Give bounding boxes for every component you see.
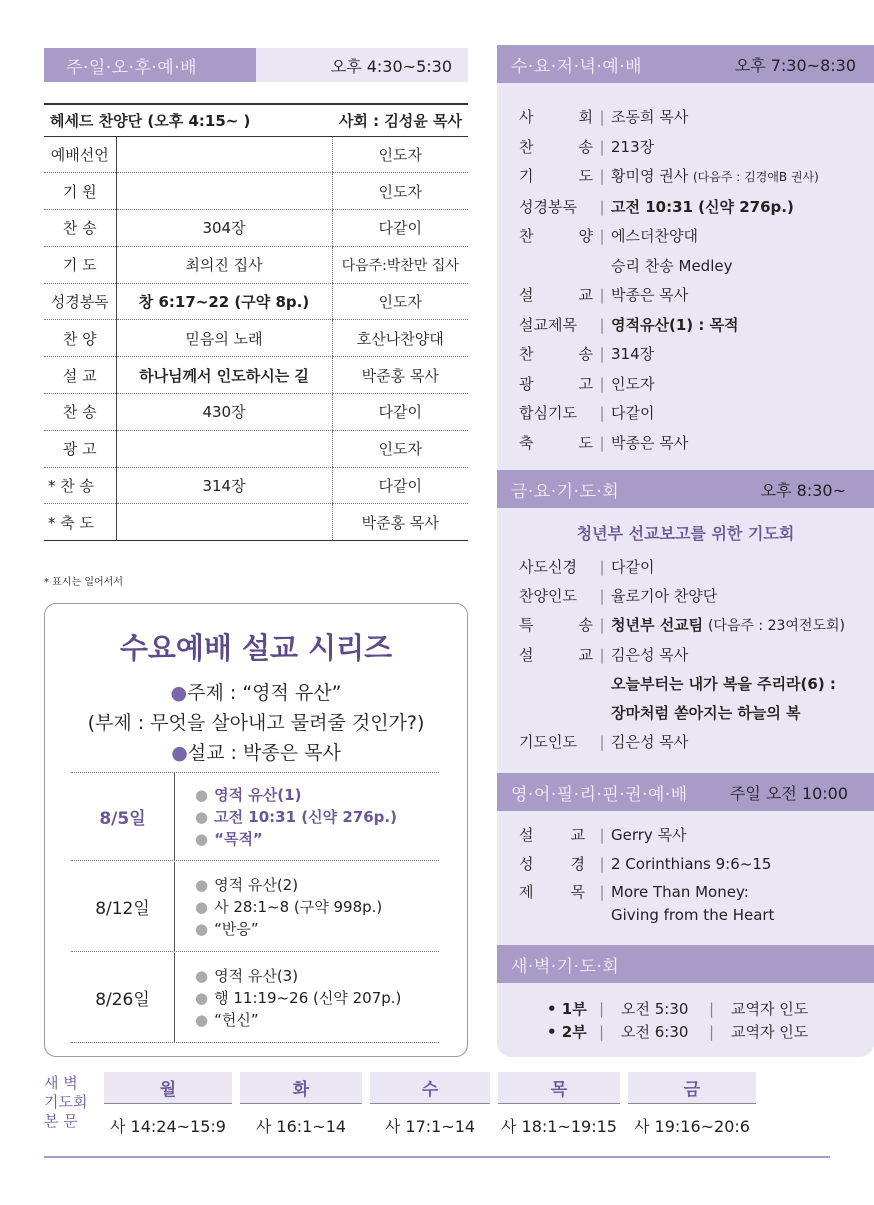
row-content: [116, 504, 332, 541]
row-person: 인도자: [332, 430, 468, 467]
right-panel: [497, 45, 874, 1057]
row-label: * 축 도: [44, 504, 116, 541]
row-person: 박준홍 목사: [332, 357, 468, 394]
row-person: 박준홍 목사: [332, 504, 468, 541]
row-person: 호산나찬양대: [332, 320, 468, 357]
row-content: 314장: [116, 467, 332, 504]
english-service-title: 영·어·필·리·핀·권·예·배: [511, 784, 688, 805]
series-date: 8/26일: [71, 953, 175, 1042]
standing-note: * 표시는 일어서서: [44, 577, 123, 588]
list-item: 사 회 | 조동희 목사: [519, 108, 689, 126]
list-item: ● “헌신”: [195, 1010, 259, 1029]
sunday-service-time: 오후 4:30~5:30: [330, 56, 452, 76]
list-item: 특 송 | 청년부 선교팀 (다음주 : 23여전도회): [519, 616, 845, 634]
row-person: 인도자: [332, 173, 468, 210]
table-row: [44, 504, 468, 541]
table-row: [44, 357, 468, 394]
english-order-list: [519, 821, 869, 927]
sunday-service-header: [44, 48, 468, 82]
english-service-header: [497, 773, 874, 811]
friday-prayer-time: 오후 8:30~: [760, 480, 846, 500]
row-label: 찬 송: [44, 394, 116, 431]
row-content: 304장: [116, 210, 332, 247]
list-item: 설교제목 | 영적유산(1) : 목적: [519, 315, 739, 334]
list-item: 설 교 | 김은성 목사 오늘부터는 내가 복을 주리라(6) : 장마처럼 쏟아지는 하늘의 복: [519, 646, 836, 722]
row-content: [116, 173, 332, 210]
bottom-divider: [44, 1156, 830, 1158]
day-label: 월: [104, 1072, 232, 1104]
table-row: [44, 467, 468, 504]
day-label: 수: [370, 1072, 490, 1104]
list-item: • 2부 | 오전 6:30 | 교역자 인도: [547, 1023, 809, 1041]
label-line: 본 문: [44, 1112, 78, 1130]
reading-day-mon: [104, 1072, 232, 1146]
list-item: ● 고전 10:31 (신약 276p.): [195, 807, 397, 826]
list-item: ● 행 11:19~26 (신약 207p.): [195, 988, 402, 1007]
list-item: ● 영적 유산(3): [195, 966, 299, 985]
row-label: 기 도: [44, 246, 116, 283]
wednesday-service-header: [497, 45, 874, 83]
wednesday-service-time: 오후 7:30~8:30: [734, 55, 856, 75]
list-item: 제 목 | More Than Money: Giving from the Heart: [519, 883, 775, 924]
series-theme: [45, 678, 467, 705]
bullet-icon: ●: [171, 742, 188, 764]
list-item: 기 도 | 황미영 권사 (다음주 : 김경애B 권사): [519, 167, 819, 185]
reading-day-wed: [370, 1072, 490, 1146]
series-entry: [71, 773, 439, 861]
list-item: 기도인도 | 김은성 목사: [519, 733, 689, 751]
table-row: [44, 320, 468, 357]
row-person: 인도자: [332, 283, 468, 320]
list-item: ● 영적 유산(1): [195, 785, 302, 804]
row-content: 430장: [116, 394, 332, 431]
sunday-service-title: 주·일·오·후·예·배: [66, 57, 198, 78]
list-item: 성경봉독 | 고전 10:31 (신약 276p.): [519, 197, 794, 216]
list-item: ● 영적 유산(2): [195, 875, 299, 894]
row-content: 하나님께서 인도하시는 길: [116, 357, 332, 394]
friday-prayer-title: 금·요·기·도·회: [511, 481, 620, 502]
row-person: 다같이: [332, 394, 468, 431]
english-service-time: 주일 오전 10:00: [729, 783, 848, 803]
series-title: 수요예배 설교 시리즈: [119, 631, 393, 665]
row-label: 예배선언: [44, 136, 116, 173]
row-content: 창 6:17~22 (구약 8p.): [116, 283, 332, 320]
label-line: 새 벽: [44, 1074, 78, 1092]
wednesday-order-list: [519, 103, 869, 458]
list-item: 찬 송 | 213장: [519, 137, 655, 156]
series-preacher: [45, 738, 467, 765]
row-person: 다같이: [332, 210, 468, 247]
friday-prayer-header: [497, 470, 874, 508]
list-item: 찬 양 | 에스더찬양대 승리 찬송 Medley: [519, 227, 733, 275]
row-label: * 찬 송: [44, 467, 116, 504]
series-subtitle: (부제 : 무엇을 살아내고 물려줄 것인가?): [87, 712, 425, 734]
day-label: 금: [628, 1072, 756, 1104]
list-item: 설 교 | 박종은 목사: [519, 286, 689, 304]
list-item: • 1부 | 오전 5:30 | 교역자 인도: [547, 1000, 809, 1018]
dawn-prayer-title: 새·벽·기·도·회: [511, 956, 620, 977]
sunday-order-table: [44, 103, 468, 541]
list-item: 성 경 | 2 Corinthians 9:6~15: [519, 854, 772, 873]
list-item: 합심기도 | 다같이: [519, 404, 655, 422]
row-label: 기 원: [44, 173, 116, 210]
reading-day-fri: [628, 1072, 756, 1146]
list-item: ● 사 28:1~8 (구약 998p.): [195, 897, 383, 916]
row-label: 설 교: [44, 357, 116, 394]
series-entry: [71, 953, 439, 1043]
day-label: 목: [498, 1072, 620, 1104]
row-label: 성경봉독: [44, 283, 116, 320]
series-date: 8/5일: [71, 773, 175, 860]
list-item: ● “목적”: [195, 829, 263, 848]
list-item: 광 고 | 인도자: [519, 374, 655, 393]
praise-team-label: 헤세드 찬양단 (오후 4:15~ ): [44, 104, 332, 136]
day-reading: 사 16:1~14: [255, 1116, 347, 1136]
row-person: 인도자: [332, 136, 468, 173]
table-row: [44, 136, 468, 173]
series-entry: [71, 862, 439, 952]
friday-order-list: [519, 553, 874, 757]
list-item: 축 도 | 박종은 목사: [519, 433, 689, 452]
series-preacher-text: 설교 : 박종은 목사: [187, 742, 341, 764]
list-item: ● “반응”: [195, 919, 259, 938]
table-row: [44, 283, 468, 320]
list-item: 설 교 | Gerry 목사: [519, 826, 687, 844]
list-item: 사도신경 | 다같이: [519, 558, 655, 576]
bullet-icon: ●: [170, 682, 188, 704]
list-item: 찬양인도 | 율로기아 찬양단: [519, 587, 718, 605]
series-theme-text: 주제 : “영적 유산”: [187, 682, 342, 704]
row-content: [116, 136, 332, 173]
dawn-reading-label: [44, 1074, 90, 1131]
day-label: 화: [240, 1072, 362, 1104]
list-item: 찬 송 | 314장: [519, 345, 655, 363]
day-reading: 사 18:1~19:15: [501, 1116, 617, 1136]
label-line: 기도회: [44, 1093, 88, 1111]
day-reading: 사 17:1~14: [384, 1116, 476, 1136]
row-content: 믿음의 노래: [116, 320, 332, 357]
dawn-sessions: [547, 998, 808, 1044]
row-person: 다같이: [332, 467, 468, 504]
table-row: [44, 430, 468, 467]
series-date: 8/12일: [71, 862, 175, 951]
day-reading: 사 14:24~15:9: [110, 1116, 226, 1136]
sunday-table-header: [44, 104, 468, 136]
row-label: 찬 양: [44, 320, 116, 357]
table-row: [44, 173, 468, 210]
friday-subtitle: 청년부 선교보고를 위한 기도회: [576, 524, 795, 543]
reading-day-thu: [498, 1072, 620, 1146]
row-label: 찬 송: [44, 210, 116, 247]
wednesday-service-title: 수·요·저·녁·예·배: [511, 56, 643, 77]
presider-label: 사회 : 김성윤 목사: [332, 104, 468, 136]
table-row: [44, 246, 468, 283]
row-person: 다음주:박찬만 집사: [332, 246, 468, 283]
sermon-series-box: [44, 603, 468, 1057]
day-reading: 사 19:16~20:6: [634, 1116, 750, 1136]
reading-day-tue: [240, 1072, 362, 1146]
row-content: [116, 430, 332, 467]
row-label: 광 고: [44, 430, 116, 467]
table-row: [44, 210, 468, 247]
table-row: [44, 394, 468, 431]
row-content: 최의진 집사: [116, 246, 332, 283]
dawn-prayer-header: [497, 945, 874, 983]
